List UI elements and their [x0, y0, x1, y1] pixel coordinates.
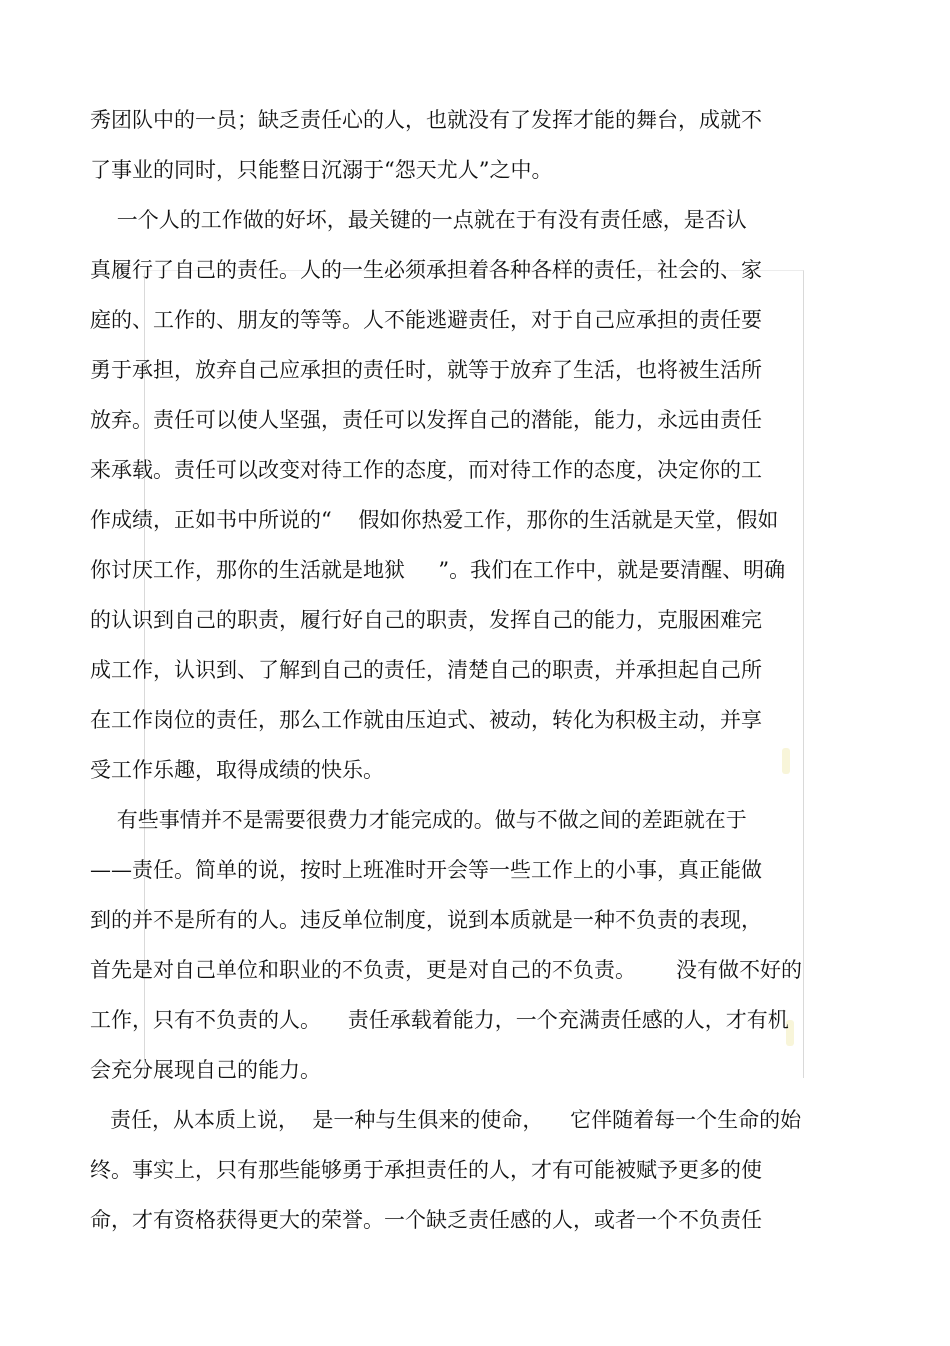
text-line: 命，才有资格获得更大的荣誉。一个缺乏责任感的人，或者一个不负责任 [90, 1208, 762, 1232]
text-line: 成工作，认识到、了解到自己的责任，清楚自己的职责，并承担起自己所 [90, 658, 762, 682]
decorative-mark [782, 748, 790, 774]
text-line: 庭的、工作的、朋友的等等。人不能逃避责任，对于自己应承担的责任要 [90, 308, 762, 332]
paragraph-start-line: 责任，从本质上说， 是一种与生俱来的使命， 它伴随着每一个生命的始 [90, 1108, 802, 1132]
text-line: ——责任。简单的说，按时上班准时开会等一些工作上的小事，真正能做 [90, 858, 762, 882]
text-line: 受工作乐趣，取得成绩的快乐。 [90, 758, 384, 782]
text-line: 放弃。责任可以使人坚强，责任可以发挥自己的潜能，能力，永远由责任 [90, 408, 762, 432]
text-line: 了事业的同时，只能整日沉溺于“怨天尤人”之中。 [90, 158, 553, 182]
text-line: 到的并不是所有的人。违反单位制度，说到本质就是一种不负责的表现， [90, 908, 762, 932]
text-line: 你讨厌工作，那你的生活就是地狱 ”。我们在工作中，就是要清醒、明确 [90, 558, 786, 582]
text-line: 真履行了自己的责任。人的一生必须承担着各种各样的责任，社会的、家 [90, 258, 762, 282]
text-line: 会充分展现自己的能力。 [90, 1058, 321, 1082]
text-line: 工作，只有不负责的人。 责任承载着能力，一个充满责任感的人，才有机 [90, 1008, 789, 1032]
text-line: 作成绩，正如书中所说的“ 假如你热爱工作，那你的生活就是天堂，假如 [90, 508, 779, 532]
paragraph-start-line: 一个人的工作做的好坏，最关键的一点就在于有没有责任感，是否认 [90, 208, 747, 232]
text-line: 的认识到自己的职责，履行好自己的职责，发挥自己的能力，克服困难完 [90, 608, 762, 632]
text-line: 在工作岗位的责任，那么工作就由压迫式、被动，转化为积极主动，并享 [90, 708, 762, 732]
text-line: 首先是对自己单位和职业的不负责，更是对自己的不负责。 没有做不好的 [90, 958, 803, 982]
text-line: 秀团队中的一员；缺乏责任心的人，也就没有了发挥才能的舞台，成就不 [90, 108, 762, 132]
text-line: 终。事实上，只有那些能够勇于承担责任的人，才有可能被赋予更多的使 [90, 1158, 762, 1182]
text-line: 来承载。责任可以改变对待工作的态度，而对待工作的态度，决定你的工 [90, 458, 762, 482]
text-line: 勇于承担，放弃自己应承担的责任时，就等于放弃了生活，也将被生活所 [90, 358, 762, 382]
paragraph-start-line: 有些事情并不是需要很费力才能完成的。做与不做之间的差距就在于 [90, 808, 747, 832]
